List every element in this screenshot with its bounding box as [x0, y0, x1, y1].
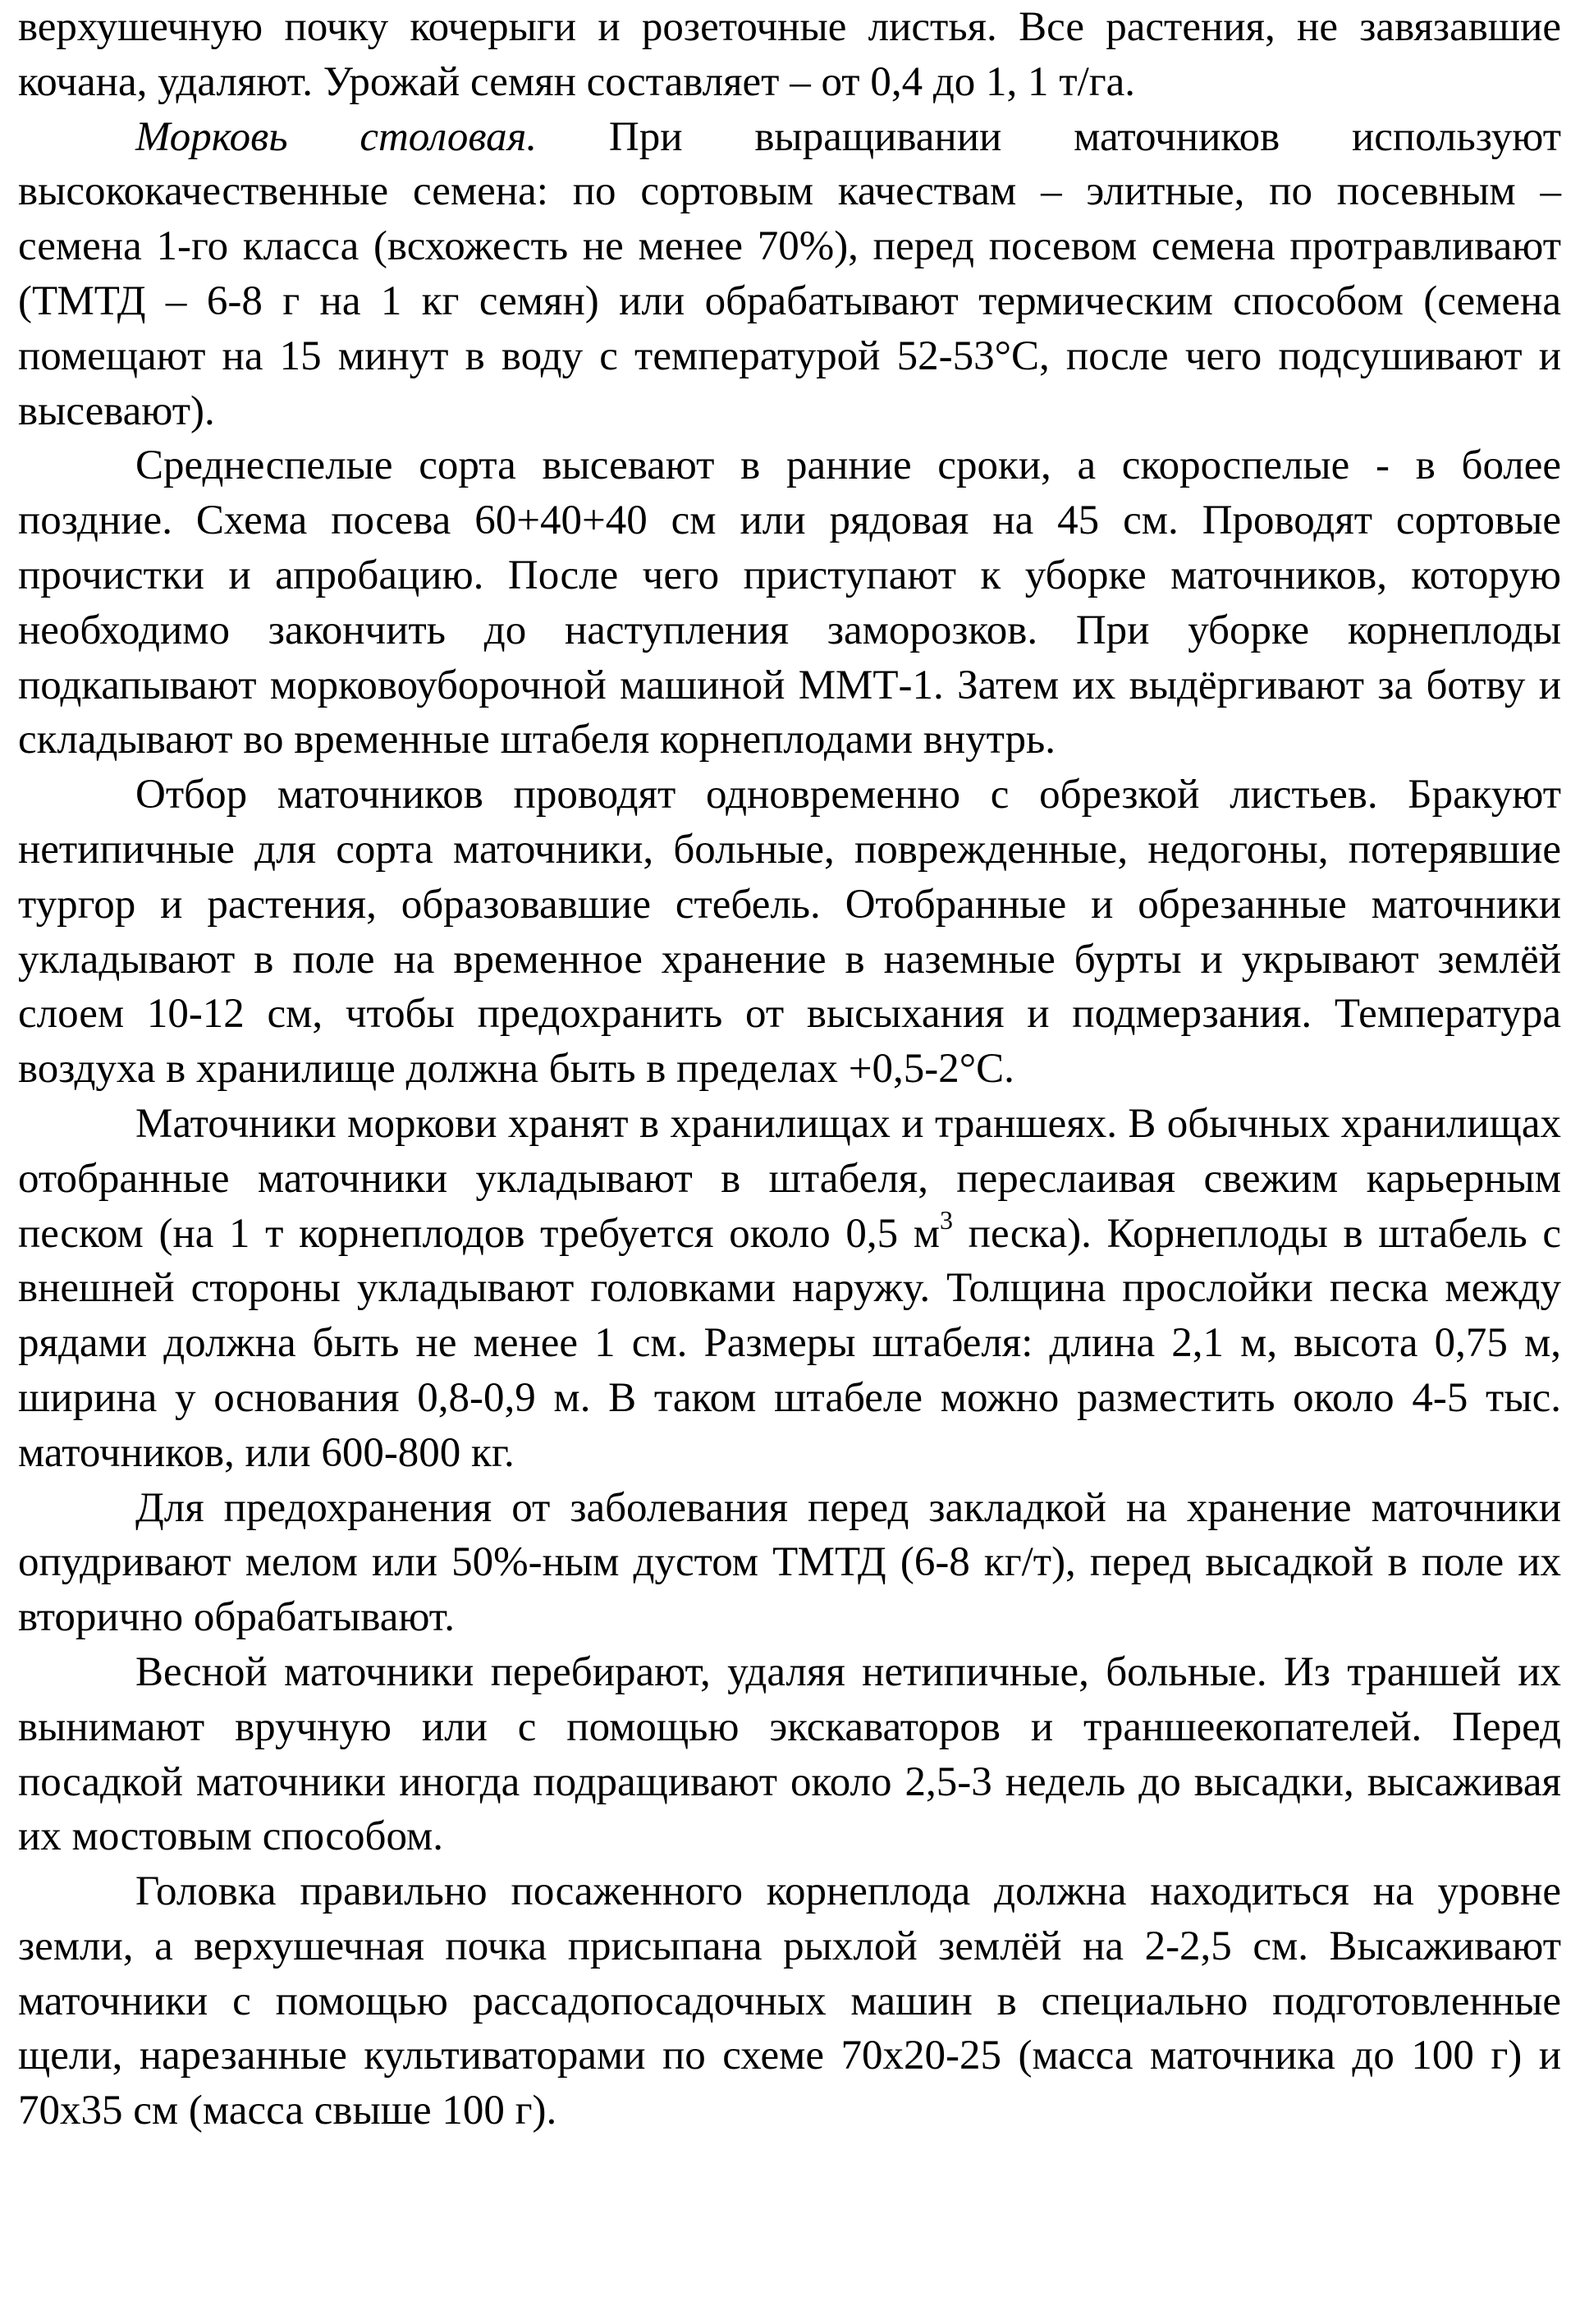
paragraph-sowing: Среднеспелые сорта высевают в ранние сроки, а скороспелые - в более поздние. Схема посева 60+40+40 см или рядовая на 45 см. Проводят сортовые прочистки и апробацию. После чего приступают к уборке маточников, которую необходимо закончить до наступления заморозков. При уборке корнеплоды подкапывают морковоуборочной машиной ММТ-1. Затем их выдёргивают за ботву и складывают во временные штабеля корнеплодами внутрь.	[18, 442, 1561, 763]
paragraph-text: Маточники моркови хранят в хранилищах и траншеях. В обычных хранилищах отобранные маточники укладывают в штабеля, переслаивая свежим карьерным песком (на 1 т корнеплодов требуется около 0,5 м	[18, 1100, 1561, 1257]
superscript: 3	[940, 1204, 954, 1235]
paragraph-planting: Головка правильно посаженного корнеплода должна находиться на уровне земли, а верхушечная почка присыпана рыхлой землёй на 2-2,5 см. Высаживают маточники с помощью рассадопосадочных машин в специально подготовленные щели, нарезанные культиваторами по схеме 70х20-25 (масса маточника до 100 г) и 70х35 см (масса свыше 100 г).	[18, 1868, 1561, 2134]
paragraph-disease-protection: Для предохранения от заболевания перед закладкой на хранение маточники опудривают мелом или 50%-ным дустом ТМТД (6-8 кг/т), перед высадкой в поле их вторично обрабатывают.	[18, 1484, 1561, 1641]
paragraph-carrot-intro	[18, 110, 1561, 439]
paragraph-continuation: верхушечную почку кочерыги и розеточные листья. Все растения, не завязавшие кочана, удаляют. Урожай семян составляет – от 0,4 до 1, 1 т/га.	[18, 4, 1561, 105]
paragraph-spring: Весной маточники перебирают, удаляя нетипичные, больные. Из траншей их вынимают вручную или с помощью экскаваторов и траншеекопателей. Перед посадкой маточники иногда подращивают около 2,5-3 недель до высадки, высаживая их мостовым способом.	[18, 1648, 1561, 1860]
paragraph-selection: Отбор маточников проводят одновременно с обрезкой листьев. Бракуют нетипичные для сорта маточники, больные, поврежденные, недогоны, потерявшие тургор и растения, образовавшие стебель. Отобранные и обрезанные маточники укладывают в поле на временное хранение в наземные бурты и укрывают землёй слоем 10-12 см, чтобы предохранить от высыхания и подмерзания. Температура воздуха в хранилище должна быть в пределах +0,5-2°С.	[18, 772, 1561, 1093]
section-heading-carrot: Морковь столовая.	[135, 113, 538, 160]
paragraph-text: песка). Корнеплоды в штабель с внешней стороны укладывают головками наружу. Толщина прослойки песка между рядами должна быть не менее 1 см. Размеры штабеля: длина 2,1 м, высота 0,75 м, ширина у основания 0,8-0,9 м. В таком штабеле можно разместить около 4-5 тыс. маточников, или 600-800 кг.	[18, 1210, 1561, 1476]
document-page	[18, 0, 1561, 2138]
paragraph-text: При выращивании маточников используют высококачественные семена: по сортовым качествам – элитные, по посевным – семена 1-го класса (всхожесть не менее 70%), перед посевом семена протравливают (ТМТД – 6-8 г на 1 кг семян) или обрабатывают термическим способом (семена помещают на 15 минут в воду с температурой 52-53°С, после чего подсушивают и высевают).	[18, 113, 1561, 434]
paragraph-storage	[18, 1097, 1561, 1481]
